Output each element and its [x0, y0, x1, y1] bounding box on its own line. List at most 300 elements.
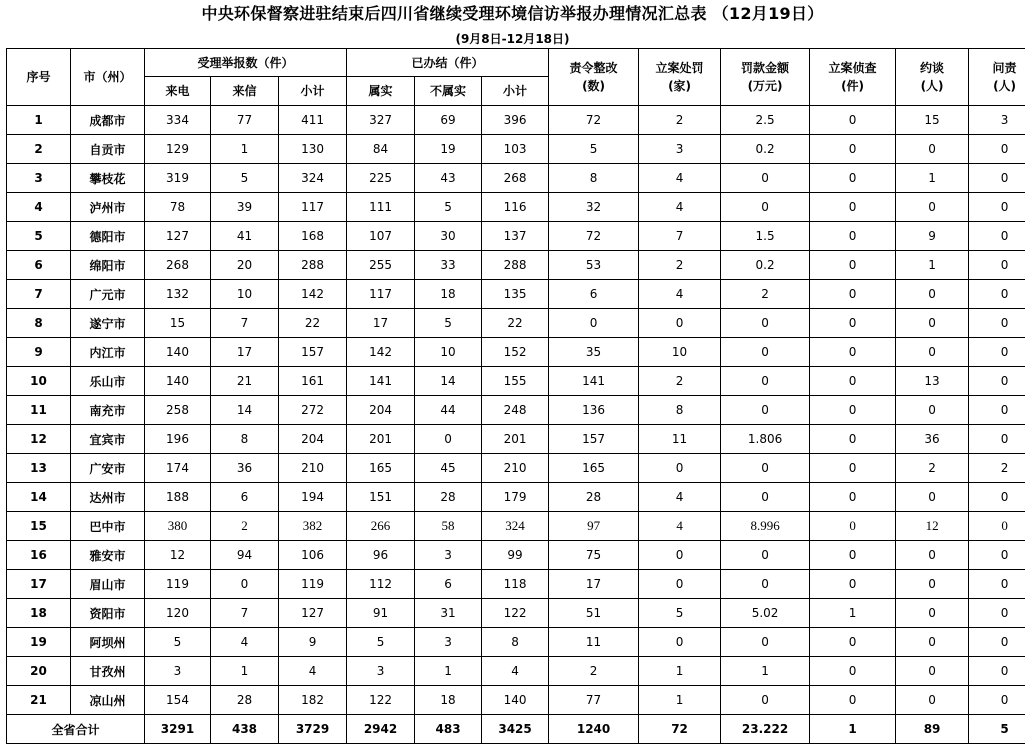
- cell-investigate: 0: [810, 396, 896, 425]
- cell-investigate: 1: [810, 599, 896, 628]
- cell-rectify: 77: [549, 686, 639, 715]
- header-rectify-unit: (数): [582, 79, 606, 93]
- cell-received-subtotal: 130: [279, 135, 347, 164]
- cell-done-false: 0: [415, 425, 482, 454]
- cell-received-subtotal: 411: [279, 106, 347, 135]
- cell-investigate: 0: [810, 454, 896, 483]
- cell-done-true: 255: [347, 251, 415, 280]
- cell-done-true: 327: [347, 106, 415, 135]
- total-fine: 23.222: [721, 715, 810, 744]
- cell-done-subtotal: 179: [482, 483, 549, 512]
- cell-penalty: 0: [639, 454, 721, 483]
- cell-done-false: 5: [415, 193, 482, 222]
- cell-interview: 0: [896, 280, 969, 309]
- cell-received-letter: 77: [211, 106, 279, 135]
- header-done-true: 属实: [347, 77, 415, 106]
- cell-fine: 2.5: [721, 106, 810, 135]
- cell-investigate: 0: [810, 541, 896, 570]
- cell-rectify: 72: [549, 222, 639, 251]
- cell-city: 甘孜州: [71, 657, 145, 686]
- cell-fine: 1: [721, 657, 810, 686]
- cell-penalty: 0: [639, 309, 721, 338]
- table-row: [7, 541, 1025, 570]
- cell-received-phone: 120: [145, 599, 211, 628]
- cell-investigate: 0: [810, 367, 896, 396]
- cell-received-phone: 319: [145, 164, 211, 193]
- summary-table: [6, 48, 1025, 744]
- cell-penalty: 3: [639, 135, 721, 164]
- cell-done-subtotal: 140: [482, 686, 549, 715]
- table-row: [7, 222, 1025, 251]
- cell-seq: 4: [7, 193, 71, 222]
- header-received-phone: 来电: [145, 77, 211, 106]
- cell-received-letter: 2: [211, 512, 279, 541]
- header-investigate-unit: (件): [841, 79, 865, 93]
- cell-done-true: 17: [347, 309, 415, 338]
- cell-received-phone: 196: [145, 425, 211, 454]
- cell-interview: 0: [896, 657, 969, 686]
- cell-accountability: 0: [969, 309, 1025, 338]
- cell-received-letter: 36: [211, 454, 279, 483]
- header-accountability: [969, 49, 1025, 106]
- table-row: [7, 367, 1025, 396]
- total-received-subtotal: 3729: [279, 715, 347, 744]
- cell-done-subtotal: 155: [482, 367, 549, 396]
- cell-interview: 0: [896, 541, 969, 570]
- cell-interview: 0: [896, 193, 969, 222]
- cell-done-subtotal: 210: [482, 454, 549, 483]
- cell-rectify: 35: [549, 338, 639, 367]
- cell-penalty: 4: [639, 193, 721, 222]
- cell-accountability: 0: [969, 512, 1025, 541]
- table-row: [7, 135, 1025, 164]
- cell-interview: 0: [896, 338, 969, 367]
- cell-received-phone: 12: [145, 541, 211, 570]
- cell-fine: 0: [721, 454, 810, 483]
- cell-fine: 1.806: [721, 425, 810, 454]
- cell-received-letter: 14: [211, 396, 279, 425]
- header-penalty-label: 立案处罚: [655, 61, 704, 75]
- cell-seq: 17: [7, 570, 71, 599]
- cell-done-false: 43: [415, 164, 482, 193]
- cell-investigate: 0: [810, 570, 896, 599]
- report-title: 中央环保督察进驻结束后四川省继续受理环境信访举报办理情况汇总表 （12月19日）: [201, 3, 824, 23]
- cell-received-letter: 10: [211, 280, 279, 309]
- table-row: [7, 309, 1025, 338]
- cell-city: 德阳市: [71, 222, 145, 251]
- cell-penalty: 2: [639, 367, 721, 396]
- cell-accountability: 0: [969, 686, 1025, 715]
- cell-investigate: 0: [810, 106, 896, 135]
- cell-done-true: 141: [347, 367, 415, 396]
- cell-done-true: 122: [347, 686, 415, 715]
- cell-done-true: 111: [347, 193, 415, 222]
- cell-investigate: 0: [810, 309, 896, 338]
- cell-received-letter: 17: [211, 338, 279, 367]
- cell-received-letter: 8: [211, 425, 279, 454]
- table-row: [7, 106, 1025, 135]
- cell-city: 广元市: [71, 280, 145, 309]
- cell-received-phone: 188: [145, 483, 211, 512]
- cell-received-letter: 0: [211, 570, 279, 599]
- cell-done-true: 91: [347, 599, 415, 628]
- cell-received-letter: 4: [211, 628, 279, 657]
- table-row: [7, 396, 1025, 425]
- cell-done-true: 225: [347, 164, 415, 193]
- cell-city: 乐山市: [71, 367, 145, 396]
- cell-done-subtotal: 288: [482, 251, 549, 280]
- total-rectify: 1240: [549, 715, 639, 744]
- cell-done-true: 204: [347, 396, 415, 425]
- cell-received-letter: 28: [211, 686, 279, 715]
- cell-penalty: 1: [639, 686, 721, 715]
- cell-done-true: 107: [347, 222, 415, 251]
- cell-received-phone: 5: [145, 628, 211, 657]
- cell-investigate: 0: [810, 657, 896, 686]
- cell-investigate: 0: [810, 628, 896, 657]
- cell-fine: 0: [721, 309, 810, 338]
- cell-investigate: 0: [810, 338, 896, 367]
- cell-done-false: 58: [415, 512, 482, 541]
- cell-received-phone: 154: [145, 686, 211, 715]
- cell-done-true: 117: [347, 280, 415, 309]
- cell-interview: 0: [896, 570, 969, 599]
- cell-received-subtotal: 9: [279, 628, 347, 657]
- cell-received-letter: 20: [211, 251, 279, 280]
- cell-received-letter: 5: [211, 164, 279, 193]
- cell-interview: 1: [896, 251, 969, 280]
- table-row: [7, 193, 1025, 222]
- cell-interview: 2: [896, 454, 969, 483]
- cell-done-false: 33: [415, 251, 482, 280]
- header-fine-unit: (万元): [747, 79, 783, 93]
- table-row: [7, 512, 1025, 541]
- cell-received-phone: 380: [145, 512, 211, 541]
- cell-seq: 1: [7, 106, 71, 135]
- cell-penalty: 2: [639, 251, 721, 280]
- cell-received-subtotal: 161: [279, 367, 347, 396]
- cell-interview: 0: [896, 628, 969, 657]
- cell-done-true: 96: [347, 541, 415, 570]
- cell-done-false: 3: [415, 541, 482, 570]
- cell-done-true: 142: [347, 338, 415, 367]
- cell-fine: 0: [721, 367, 810, 396]
- cell-done-true: 201: [347, 425, 415, 454]
- cell-interview: 1: [896, 164, 969, 193]
- cell-fine: 5.02: [721, 599, 810, 628]
- cell-done-false: 3: [415, 628, 482, 657]
- cell-accountability: 0: [969, 570, 1025, 599]
- cell-rectify: 32: [549, 193, 639, 222]
- cell-received-letter: 41: [211, 222, 279, 251]
- cell-done-subtotal: 268: [482, 164, 549, 193]
- cell-fine: 2: [721, 280, 810, 309]
- cell-rectify: 72: [549, 106, 639, 135]
- cell-done-true: 84: [347, 135, 415, 164]
- cell-rectify: 165: [549, 454, 639, 483]
- cell-rectify: 17: [549, 570, 639, 599]
- cell-seq: 20: [7, 657, 71, 686]
- total-phone: 3291: [145, 715, 211, 744]
- cell-seq: 12: [7, 425, 71, 454]
- cell-fine: 0: [721, 483, 810, 512]
- header-interview: [896, 49, 969, 106]
- cell-done-true: 5: [347, 628, 415, 657]
- cell-city: 南充市: [71, 396, 145, 425]
- cell-received-phone: 268: [145, 251, 211, 280]
- cell-done-false: 28: [415, 483, 482, 512]
- cell-done-false: 14: [415, 367, 482, 396]
- cell-received-subtotal: 324: [279, 164, 347, 193]
- cell-city: 资阳市: [71, 599, 145, 628]
- cell-received-subtotal: 168: [279, 222, 347, 251]
- cell-city: 眉山市: [71, 570, 145, 599]
- cell-rectify: 136: [549, 396, 639, 425]
- cell-rectify: 11: [549, 628, 639, 657]
- cell-investigate: 0: [810, 251, 896, 280]
- table-row: [7, 483, 1025, 512]
- cell-accountability: 0: [969, 541, 1025, 570]
- cell-interview: 15: [896, 106, 969, 135]
- cell-interview: 13: [896, 367, 969, 396]
- cell-received-letter: 94: [211, 541, 279, 570]
- cell-received-subtotal: 210: [279, 454, 347, 483]
- cell-penalty: 7: [639, 222, 721, 251]
- cell-seq: 21: [7, 686, 71, 715]
- cell-seq: 3: [7, 164, 71, 193]
- cell-done-false: 5: [415, 309, 482, 338]
- cell-city: 阿坝州: [71, 628, 145, 657]
- cell-interview: 0: [896, 483, 969, 512]
- cell-done-false: 44: [415, 396, 482, 425]
- cell-done-false: 6: [415, 570, 482, 599]
- table-row: [7, 164, 1025, 193]
- cell-fine: 1.5: [721, 222, 810, 251]
- cell-rectify: 97: [549, 512, 639, 541]
- cell-seq: 15: [7, 512, 71, 541]
- cell-penalty: 4: [639, 280, 721, 309]
- table-row: [7, 570, 1025, 599]
- cell-city: 泸州市: [71, 193, 145, 222]
- cell-received-phone: 132: [145, 280, 211, 309]
- cell-city: 凉山州: [71, 686, 145, 715]
- cell-done-subtotal: 8: [482, 628, 549, 657]
- cell-done-subtotal: 118: [482, 570, 549, 599]
- cell-received-letter: 7: [211, 309, 279, 338]
- cell-penalty: 4: [639, 483, 721, 512]
- cell-received-subtotal: 272: [279, 396, 347, 425]
- cell-interview: 0: [896, 309, 969, 338]
- cell-fine: 0: [721, 193, 810, 222]
- cell-interview: 0: [896, 135, 969, 164]
- cell-rectify: 2: [549, 657, 639, 686]
- cell-done-subtotal: 248: [482, 396, 549, 425]
- cell-rectify: 28: [549, 483, 639, 512]
- cell-done-false: 31: [415, 599, 482, 628]
- cell-seq: 9: [7, 338, 71, 367]
- cell-investigate: 0: [810, 135, 896, 164]
- header-interview-label: 约谈: [920, 61, 945, 75]
- cell-received-phone: 119: [145, 570, 211, 599]
- table-row: [7, 425, 1025, 454]
- table-row: [7, 454, 1025, 483]
- cell-investigate: 0: [810, 425, 896, 454]
- cell-done-subtotal: 122: [482, 599, 549, 628]
- cell-city: 雅安市: [71, 541, 145, 570]
- table-row: [7, 338, 1025, 367]
- cell-rectify: 75: [549, 541, 639, 570]
- cell-received-subtotal: 194: [279, 483, 347, 512]
- cell-city: 达州市: [71, 483, 145, 512]
- table-row: [7, 686, 1025, 715]
- cell-city: 成都市: [71, 106, 145, 135]
- cell-city: 遂宁市: [71, 309, 145, 338]
- cell-done-false: 18: [415, 686, 482, 715]
- header-received-group: 受理举报数（件）: [145, 49, 347, 77]
- cell-interview: 0: [896, 686, 969, 715]
- cell-fine: 0: [721, 396, 810, 425]
- header-received-letter: 来信: [211, 77, 279, 106]
- header-accountability-unit: (人): [993, 79, 1017, 93]
- header-penalty: [639, 49, 721, 106]
- cell-penalty: 0: [639, 570, 721, 599]
- cell-rectify: 0: [549, 309, 639, 338]
- cell-accountability: 0: [969, 338, 1025, 367]
- cell-investigate: 0: [810, 164, 896, 193]
- cell-rectify: 157: [549, 425, 639, 454]
- cell-received-subtotal: 204: [279, 425, 347, 454]
- cell-city: 自贡市: [71, 135, 145, 164]
- cell-penalty: 0: [639, 628, 721, 657]
- cell-city: 巴中市: [71, 512, 145, 541]
- cell-penalty: 2: [639, 106, 721, 135]
- cell-received-subtotal: 4: [279, 657, 347, 686]
- cell-seq: 18: [7, 599, 71, 628]
- header-accountability-label: 问责: [992, 61, 1017, 75]
- cell-received-subtotal: 288: [279, 251, 347, 280]
- cell-received-letter: 21: [211, 367, 279, 396]
- cell-city: 广安市: [71, 454, 145, 483]
- cell-done-false: 1: [415, 657, 482, 686]
- total-accountability: 5: [969, 715, 1025, 744]
- cell-fine: 0: [721, 338, 810, 367]
- cell-seq: 13: [7, 454, 71, 483]
- cell-done-subtotal: 152: [482, 338, 549, 367]
- cell-received-phone: 129: [145, 135, 211, 164]
- cell-accountability: 0: [969, 193, 1025, 222]
- cell-seq: 2: [7, 135, 71, 164]
- cell-penalty: 0: [639, 541, 721, 570]
- cell-accountability: 0: [969, 628, 1025, 657]
- header-rectify: [549, 49, 639, 106]
- total-label: 全省合计: [7, 715, 145, 744]
- cell-received-phone: 3: [145, 657, 211, 686]
- table-header: [7, 49, 1025, 106]
- cell-received-phone: 78: [145, 193, 211, 222]
- cell-seq: 5: [7, 222, 71, 251]
- cell-done-subtotal: 103: [482, 135, 549, 164]
- cell-penalty: 4: [639, 164, 721, 193]
- cell-done-subtotal: 396: [482, 106, 549, 135]
- cell-seq: 16: [7, 541, 71, 570]
- cell-done-false: 69: [415, 106, 482, 135]
- cell-done-false: 19: [415, 135, 482, 164]
- cell-rectify: 6: [549, 280, 639, 309]
- cell-received-letter: 1: [211, 657, 279, 686]
- cell-seq: 19: [7, 628, 71, 657]
- cell-penalty: 10: [639, 338, 721, 367]
- total-done-true: 2942: [347, 715, 415, 744]
- cell-received-phone: 258: [145, 396, 211, 425]
- cell-penalty: 11: [639, 425, 721, 454]
- table-footer: [7, 715, 1025, 744]
- cell-received-letter: 1: [211, 135, 279, 164]
- cell-done-subtotal: 137: [482, 222, 549, 251]
- cell-done-subtotal: 324: [482, 512, 549, 541]
- header-rectify-label: 责令整改: [569, 61, 618, 75]
- cell-interview: 0: [896, 599, 969, 628]
- cell-done-false: 18: [415, 280, 482, 309]
- cell-received-subtotal: 182: [279, 686, 347, 715]
- header-seq: 序号: [7, 49, 71, 106]
- header-investigate-label: 立案侦查: [828, 61, 877, 75]
- header-fine-label: 罚款金额: [741, 61, 790, 75]
- table-row: [7, 599, 1025, 628]
- cell-seq: 14: [7, 483, 71, 512]
- total-done-false: 483: [415, 715, 482, 744]
- total-done-subtotal: 3425: [482, 715, 549, 744]
- cell-accountability: 0: [969, 135, 1025, 164]
- cell-received-subtotal: 142: [279, 280, 347, 309]
- cell-city: 宜宾市: [71, 425, 145, 454]
- table-row: [7, 251, 1025, 280]
- cell-seq: 11: [7, 396, 71, 425]
- cell-received-subtotal: 119: [279, 570, 347, 599]
- cell-fine: 8.996: [721, 512, 810, 541]
- cell-rectify: 141: [549, 367, 639, 396]
- header-penalty-unit: (家): [668, 79, 692, 93]
- cell-received-phone: 15: [145, 309, 211, 338]
- cell-penalty: 5: [639, 599, 721, 628]
- cell-fine: 0: [721, 628, 810, 657]
- cell-done-true: 266: [347, 512, 415, 541]
- cell-fine: 0: [721, 541, 810, 570]
- cell-accountability: 0: [969, 396, 1025, 425]
- cell-seq: 6: [7, 251, 71, 280]
- cell-rectify: 8: [549, 164, 639, 193]
- cell-accountability: 0: [969, 367, 1025, 396]
- cell-accountability: 0: [969, 164, 1025, 193]
- cell-received-subtotal: 382: [279, 512, 347, 541]
- cell-received-phone: 140: [145, 367, 211, 396]
- cell-rectify: 51: [549, 599, 639, 628]
- cell-investigate: 0: [810, 483, 896, 512]
- cell-done-true: 3: [347, 657, 415, 686]
- header-done-group: 已办结（件）: [347, 49, 549, 77]
- cell-done-subtotal: 201: [482, 425, 549, 454]
- cell-accountability: 0: [969, 280, 1025, 309]
- cell-seq: 10: [7, 367, 71, 396]
- cell-fine: 0: [721, 164, 810, 193]
- cell-received-phone: 334: [145, 106, 211, 135]
- cell-penalty: 8: [639, 396, 721, 425]
- cell-done-subtotal: 116: [482, 193, 549, 222]
- cell-accountability: 0: [969, 657, 1025, 686]
- cell-accountability: 0: [969, 425, 1025, 454]
- header-received-subtotal: 小计: [279, 77, 347, 106]
- header-interview-unit: (人): [920, 79, 944, 93]
- cell-city: 内江市: [71, 338, 145, 367]
